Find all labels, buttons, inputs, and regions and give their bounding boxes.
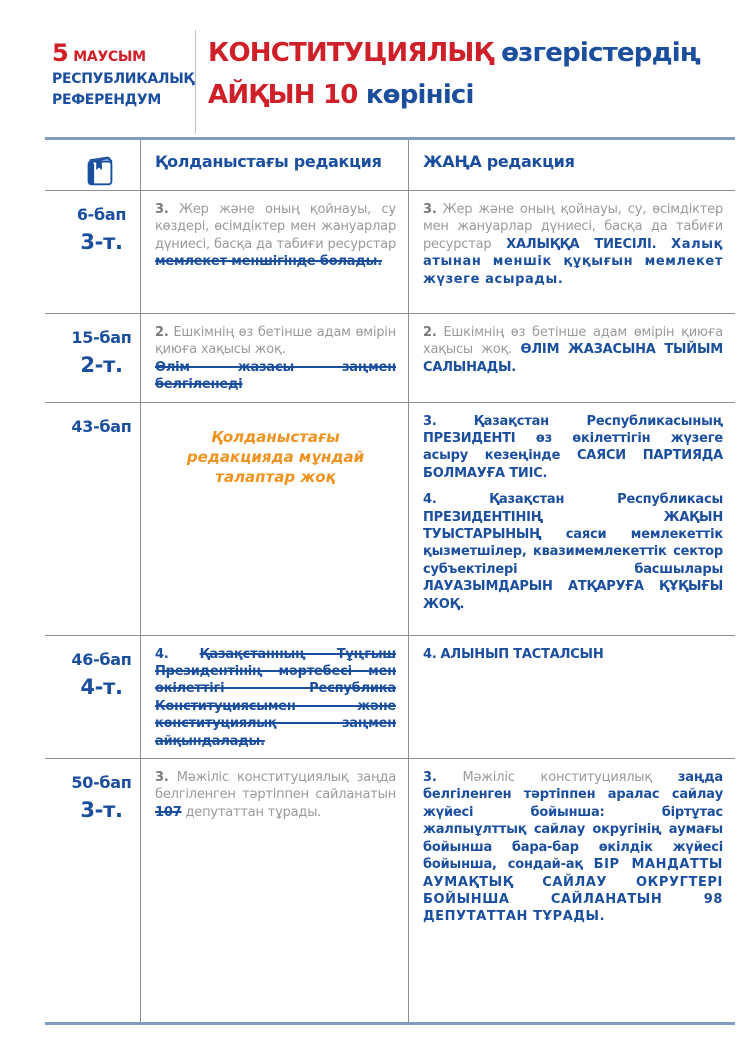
- new-bold-text: ХАЛЫҚҚА ТИЕСІЛІ.: [506, 236, 657, 252]
- article-number: 50-бап: [71, 773, 132, 793]
- book-icon: [81, 152, 119, 194]
- new-bold-text: ӨЛІМ ЖАЗАСЫНА ТЫЙЫМ САЛЫНАДЫ.: [423, 342, 723, 375]
- icon-cell: [45, 140, 140, 198]
- current-edition-cell: 3. Мәжіліс конституциялық заңда белгіленген тәртіппен сайланатын 107 депутаттан тұрады.: [140, 759, 408, 1022]
- table-header-row: [45, 140, 735, 190]
- new-edition-cell: 3. Мәжіліс конституциялық заңда белгіленген тәртіппен аралас сайлау жүйесі бойынша: біртұтас жалпыұлттық сайлау округінің аумағы бойынша бара-бар өкілдік жүйесі бойынша, сондай-ақ БІР МАНДАТТЫ АУМАҚТЫҚ САЙЛАУ ОКРУГТЕРІ БОЙЫНША САЙЛАНАТЫН 98 ДЕПУТАТТАН ТҰРАДЫ.: [408, 759, 735, 1022]
- new-text: Ешкімнің өз бетінше адам өмірін қиюға хақысы жоқ.: [423, 325, 723, 358]
- article-item: 2-т.: [80, 353, 123, 377]
- new-edition-cell: 3. Жер және оның қойнауы, су, өсімдіктер мен жануарлар дүниесі, басқа да табиғи ресурстар ХАЛЫҚҚА ТИЕСІЛІ. Халық атынан меншік құқығын мемлекет жүзеге асырады.: [408, 191, 735, 313]
- column-header-current: Қолданыстағы редакция: [140, 140, 408, 198]
- referendum-badge: [52, 38, 192, 109]
- current-edition-cell: [140, 403, 408, 635]
- current-text: Мәжіліс конституциялық заңда белгіленген тәртіппен сайланатын: [155, 770, 397, 803]
- header-divider: [195, 30, 196, 134]
- badge-line3: РЕФЕРЕНДУМ: [52, 91, 162, 108]
- article-cell: [45, 314, 140, 402]
- title-line2-red: АЙҚЫН 10: [208, 80, 358, 111]
- article-cell: [45, 403, 140, 635]
- table-row-article46: [45, 635, 735, 758]
- page-title: [208, 32, 735, 116]
- new-text: Жер және оның қойнауы, су, өсімдіктер мен жануарлар дүниесі, басқа да табиғи ресурстар: [423, 202, 723, 252]
- current-edition-cell: 3. Жер және оның қойнауы, су көздері, өсімдіктер мен жануарлар дүниесі, басқа да табиғи ресурстар мемлекет меншігінде болады.: [140, 191, 408, 313]
- new-edition-cell: 2. Ешкімнің өз бетінше адам өмірін қиюға хақысы жоқ. ӨЛІМ ЖАЗАСЫНА ТЫЙЫМ САЛЫНАДЫ.: [408, 314, 735, 402]
- new-edition-cell: 4. АЛЫНЫП ТАСТАЛСЫН: [408, 636, 735, 758]
- current-text: Жер және оның қойнауы, су көздері, өсімдіктер мен жануарлар дүниесі, басқа да табиғи ресурстар: [155, 202, 396, 252]
- current-text: Ешкімнің өз бетінше адам өмірін қиюға хақысы жоқ.: [155, 325, 396, 358]
- page-header: [45, 30, 735, 134]
- new-bold-text: Қазақстан Республикасының ПРЕЗИДЕНТІ өз өкілеттігін жүзеге асыру кезеңінде САЯСИ ПАРТИЯДА БОЛМАУҒА ТИІС.: [423, 413, 723, 481]
- article-cell: [45, 759, 140, 1022]
- table-row-article6: [45, 190, 735, 313]
- new-bold-text: АЛЫНЫП ТАСТАЛСЫН: [440, 646, 604, 662]
- article-number: 6-бап: [76, 205, 127, 224]
- new-bold-text: Қазақстан Республикасы ПРЕЗИДЕНТІНІҢ ЖАҚЫН ТУЫСТАРЫНЫҢ саяси мемлекеттік қызметшілер, квазимемлекеттік сектор субъектілері басшылары ЛАУАЗЫМДАРЫН АТҚАРУҒА ҚҰҚЫҒЫ ЖОҚ.: [423, 492, 724, 612]
- title-line1-red: КОНСТИТУЦИЯЛЫҚ: [208, 38, 493, 68]
- table-row-article50: [45, 758, 735, 1022]
- new-bold-text: Халық атынан меншік құқығын мемлекет жүзеге асырады.: [423, 236, 724, 287]
- current-edition-cell: 4. Қазақстанның Тұңғыш Президентінің мәртебесі мен өкілеттігі Республика Конституциясымен және конституциялық заңмен айқындалады.: [140, 636, 408, 758]
- comparison-table: [45, 137, 735, 1025]
- column-header-new: ЖАҢА редакция: [408, 140, 735, 198]
- article-item: 4-т.: [80, 674, 123, 699]
- article-item: 3-т.: [80, 230, 123, 254]
- new-gray-text: Мәжіліс конституциялық: [462, 770, 653, 786]
- article-number: 46-бап: [71, 649, 132, 669]
- struck-text: Өлім жазасы заңмен белгіленеді: [155, 359, 396, 393]
- badge-line2: РЕСПУБЛИКАЛЫҚ: [52, 71, 194, 87]
- table-row-article15: [45, 313, 735, 402]
- article-item: 3-т.: [80, 798, 123, 823]
- table-row-article43: [45, 402, 735, 635]
- article-number: 43-бап: [71, 416, 132, 436]
- new-edition-cell: 3. Қазақстан Республикасының ПРЕЗИДЕНТІ өз өкілеттігін жүзеге асыру кезеңінде САЯСИ ПАРТИЯДА БОЛМАУҒА ТИІС. 4. Қазақстан Республикасы ПРЕЗИДЕНТІНІҢ ЖАҚЫН ТУЫСТАРЫНЫҢ саяси мемлекеттік қызметшілер, квазимемлекеттік сектор субъектілері басшылары ЛАУАЗЫМДАРЫН АТҚАРУҒА ҚҰҚЫҒЫ ЖОҚ.: [408, 403, 735, 635]
- title-line1-blue: өзгерістердің: [501, 38, 701, 68]
- current-text: депутаттан тұрады.: [185, 804, 322, 820]
- new-bold-text: заңда белгіленген тәртіппен аралас сайлау жүйесі бойынша: біртұтас жалпыұлттық сайлау округінің аумағы бойынша бара-бар өкілдік жүйесі бойынша, сондай-ақ: [423, 770, 724, 873]
- badge-month: МАУСЫМ: [73, 49, 146, 65]
- title-line2-blue: көрінісі: [365, 80, 474, 111]
- badge-day: 5: [52, 39, 69, 67]
- new-bold-text: БІР МАНДАТТЫ АУМАҚТЫҚ САЙЛАУ ОКРУГТЕРІ БОЙЫНША САЙЛАНАТЫН 98 ДЕПУТАТТАН ТҰРАДЫ.: [423, 857, 723, 925]
- article-cell: [45, 191, 140, 313]
- no-requirement-note: Қолданыстағы редакцияда мұндай талаптар жоқ: [186, 427, 365, 487]
- struck-text: Қазақстанның Тұңғыш Президентінің мәртебесі мен өкілеттігі Республика Конституциясымен және конституциялық заңмен айқындалады.: [155, 646, 397, 749]
- struck-text: мемлекет меншігінде болады.: [155, 254, 382, 270]
- article-number: 15-бап: [71, 328, 132, 347]
- article-cell: [45, 636, 140, 758]
- current-edition-cell: 2. Ешкімнің өз бетінше адам өмірін қиюға хақысы жоқ. Өлім жазасы заңмен белгіленеді: [140, 314, 408, 402]
- struck-number: 107: [155, 804, 182, 820]
